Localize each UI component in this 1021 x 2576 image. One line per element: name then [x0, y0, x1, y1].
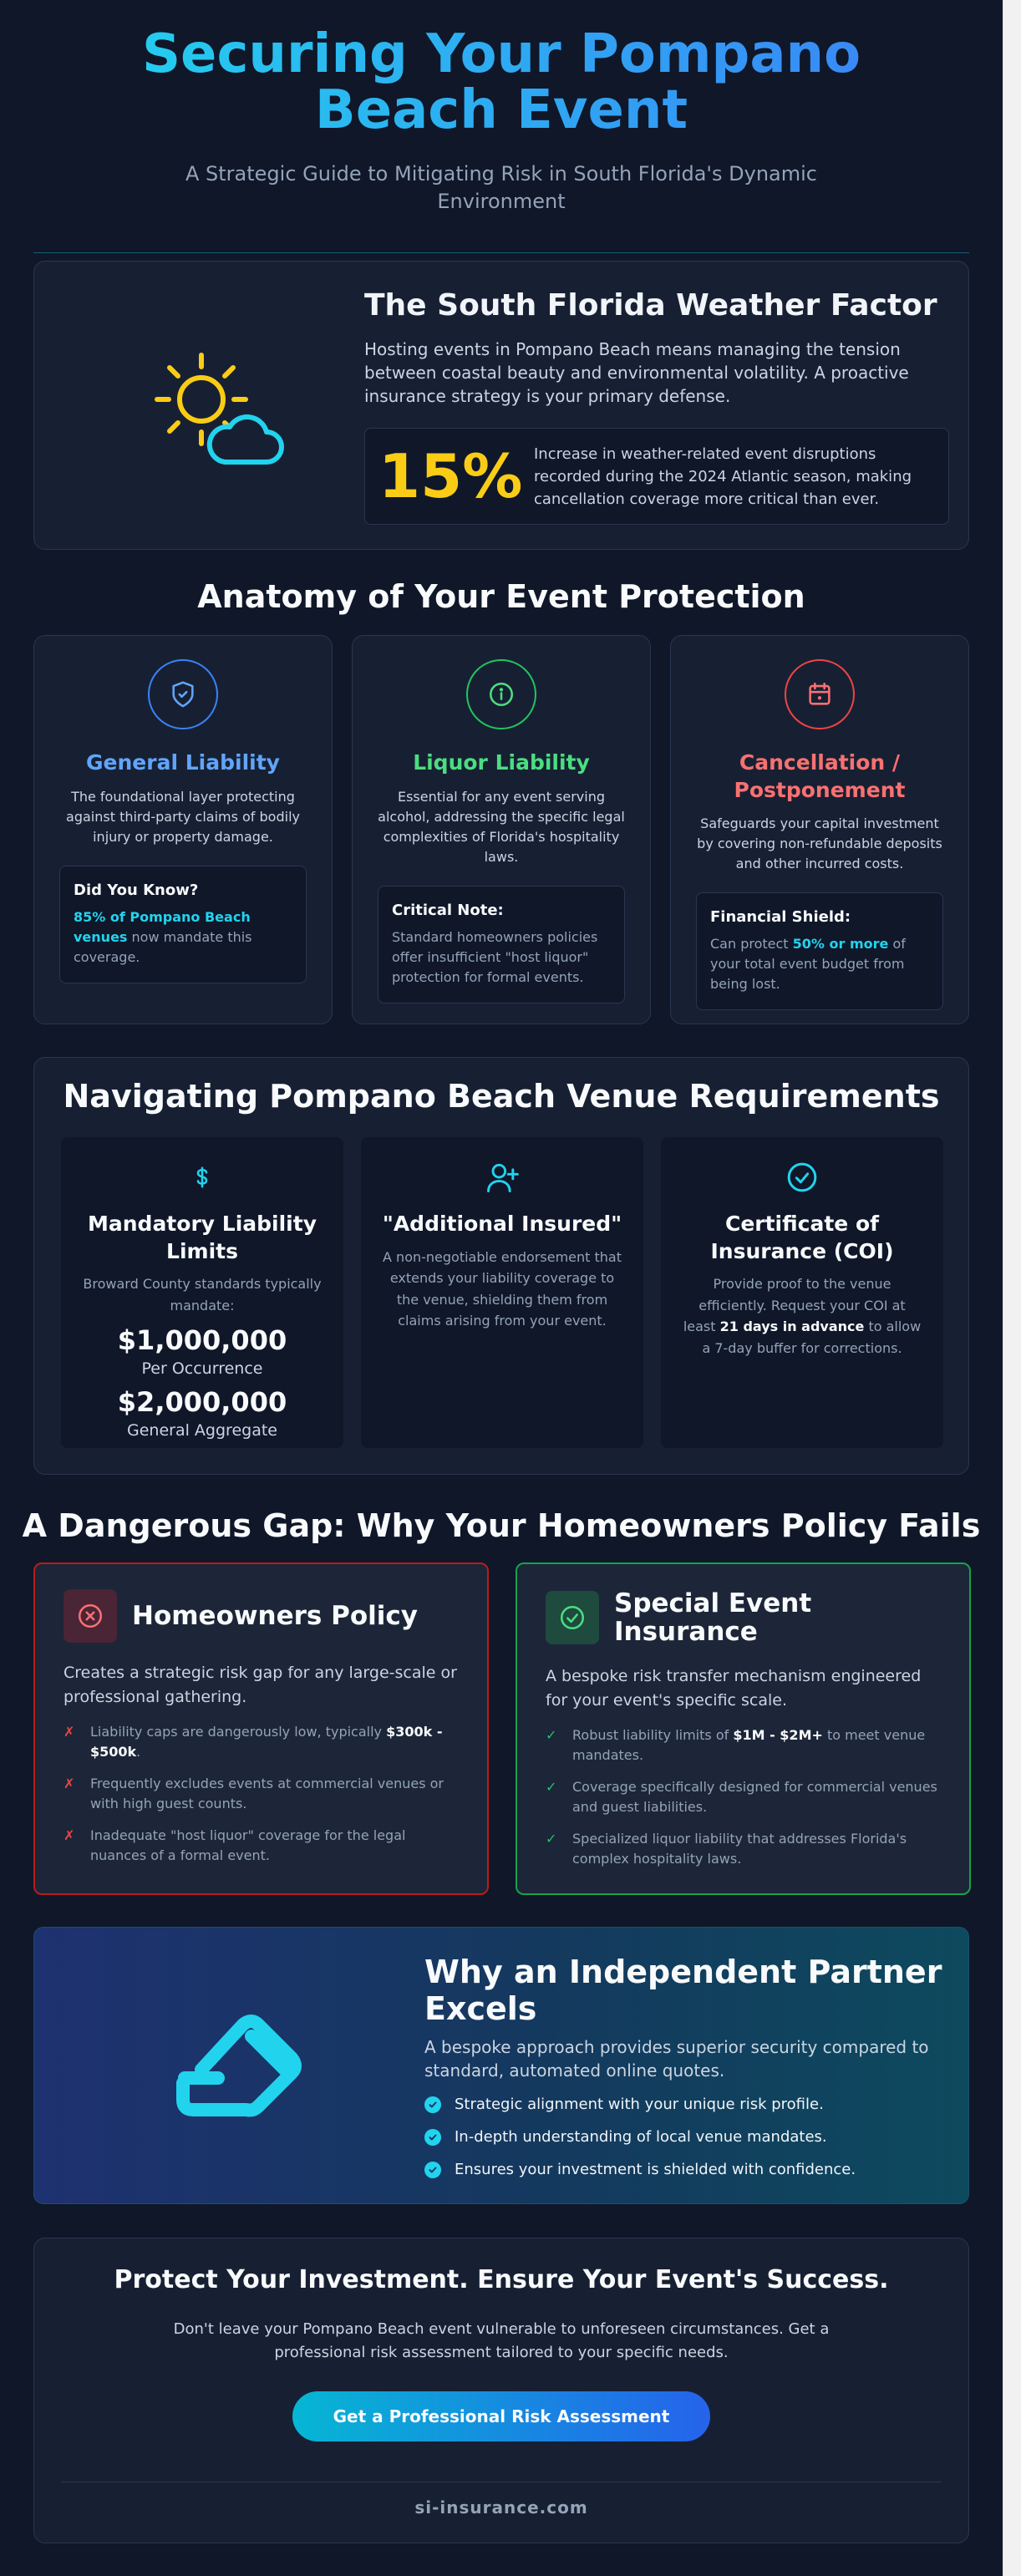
cta-section	[33, 2238, 969, 2543]
note-text	[74, 907, 292, 968]
gap-title: A Dangerous Gap: Why Your Homeowners Policy Fails	[22, 1507, 981, 1544]
cancellation-note	[696, 892, 943, 1010]
sun-cloud-icon	[135, 337, 302, 479]
cancellation-card	[670, 635, 969, 1024]
partner-item-text: In-depth understanding of local venue mandates.	[455, 2128, 827, 2147]
list-item	[546, 1777, 941, 1817]
list-item	[63, 1826, 459, 1866]
item-post: to meet venue mandates.	[572, 1727, 926, 1764]
aggregate-amount: $2,000,000	[117, 1386, 287, 1419]
cancellation-name: Cancellation / Postponement	[734, 750, 906, 802]
partner-content	[424, 1954, 942, 2193]
shield-check-icon	[148, 659, 218, 729]
check-mark-icon: ✓	[546, 1831, 557, 1847]
venue-section	[33, 1057, 969, 1475]
special-event-list	[546, 1725, 941, 1869]
calendar-icon	[785, 659, 855, 729]
liability-limits-col	[61, 1137, 343, 1448]
check-circle-icon	[681, 1159, 923, 1196]
x-mark-icon: ✗	[63, 1724, 75, 1740]
item-text: Inadequate "host liquor" coverage for the legal nuances of a formal event.	[90, 1827, 406, 1863]
note-text: Standard homeowners policies offer insufficient "host liquor" protection for formal events.	[392, 928, 598, 985]
general-liability-desc: The foundational layer protecting against third-party claims of bodily injury or property damage.	[66, 788, 300, 845]
weather-section	[33, 261, 969, 550]
risk-assessment-button[interactable]: Get a Professional Risk Assessment	[292, 2391, 710, 2441]
partner-list	[424, 2096, 942, 2178]
x-circle-icon	[63, 1589, 117, 1643]
partner-item-text: Ensures your investment is shielded with confidence.	[455, 2161, 856, 2179]
additional-insured-name: "Additional Insured"	[382, 1212, 622, 1236]
check-badge-icon	[424, 2162, 441, 2178]
general-liability-card	[33, 635, 333, 1024]
per-occurrence-label: Per Occurrence	[141, 1359, 263, 1379]
special-event-card	[516, 1562, 971, 1895]
note-highlight: 85% of Pompano Beach venues	[74, 908, 251, 945]
dollar-icon	[81, 1159, 323, 1196]
list-item	[424, 2096, 942, 2113]
note-text	[710, 934, 929, 994]
liquor-liability-name: Liquor Liability	[413, 750, 590, 775]
list-item	[63, 1722, 459, 1762]
general-liability-note	[59, 866, 307, 983]
weather-content	[364, 288, 949, 525]
hero-header	[0, 0, 1003, 253]
user-plus-icon	[381, 1159, 623, 1196]
item-text: Coverage specifically designed for commercial venues and guest liabilities.	[572, 1779, 937, 1816]
coi-desc	[681, 1273, 923, 1359]
anatomy-title: Anatomy of Your Event Protection	[197, 578, 805, 615]
liquor-liability-note	[378, 886, 625, 1003]
liquor-liability-card	[352, 635, 651, 1024]
coi-desc-pre: Provide proof to the venue efficiently. Request your COI at least	[683, 1276, 906, 1335]
coi-desc-highlight: 21 days in advance	[719, 1318, 865, 1335]
homeowners-lead: Creates a strategic risk gap for any large-scale or professional gathering.	[63, 1664, 457, 1706]
item-text: Frequently excludes events at commercial venues or with high guest counts.	[90, 1776, 444, 1811]
list-item	[424, 2161, 942, 2178]
homeowners-policy-card	[33, 1562, 489, 1895]
coi-desc-post: to allow a 7-day buffer for corrections.	[702, 1318, 922, 1356]
liability-limits-desc: Broward County standards typically mandate:	[83, 1276, 322, 1313]
additional-insured-desc: A non-negotiable endorsement that extends your liability coverage to the venue, shielding them from claims arising from your event.	[383, 1248, 622, 1329]
list-item	[63, 1774, 459, 1814]
partner-item-text: Strategic alignment with your unique risk profile.	[455, 2096, 824, 2114]
item-text: Robust liability limits of	[572, 1727, 734, 1744]
page-title: Securing Your Pompano Beach Event	[58, 27, 944, 139]
check-badge-icon	[424, 2129, 441, 2146]
note-pre: Can protect	[710, 936, 793, 952]
list-item	[424, 2128, 942, 2146]
special-event-name: Special Event Insurance	[614, 1588, 812, 1648]
coi-name: Certificate of Insurance (COI)	[710, 1212, 894, 1263]
venue-title: Navigating Pompano Beach Venue Requirements	[63, 1078, 940, 1115]
item-text: Liability caps are dangerously low, typically	[90, 1724, 387, 1740]
aggregate-label: General Aggregate	[127, 1421, 277, 1440]
note-title: Did You Know?	[74, 881, 199, 899]
list-item	[546, 1725, 941, 1766]
x-mark-icon: ✗	[63, 1827, 75, 1843]
list-item	[546, 1829, 941, 1869]
coi-col	[661, 1137, 943, 1448]
x-mark-icon: ✗	[63, 1776, 75, 1791]
liability-limits-name: Mandatory Liability Limits	[88, 1212, 317, 1263]
weather-stat-box	[364, 428, 949, 525]
check-badge-icon	[424, 2096, 441, 2113]
page-subtitle: A Strategic Guide to Mitigating Risk in South Florida's Dynamic Environment	[185, 162, 817, 213]
cta-text: Don't leave your Pompano Beach event vulnerable to unforeseen circumstances. Get a professional risk assessment tailored to your specific needs.	[173, 2320, 830, 2361]
weather-title: The South Florida Weather Factor	[364, 288, 937, 323]
special-event-head	[546, 1589, 941, 1646]
note-rest: of your total event budget from being lost.	[710, 936, 906, 992]
info-circle-icon	[466, 659, 536, 729]
cta-title: Protect Your Investment. Ensure Your Event's Success.	[114, 2265, 889, 2294]
weather-stat-text: Increase in weather-related event disruptions recorded during the 2024 Atlantic season, making cancellation coverage more critical than ever.	[534, 445, 912, 508]
page-scrollbar[interactable]	[1003, 0, 1021, 2576]
weather-text: Hosting events in Pompano Beach means managing the tension between coastal beauty and environmental volatility. A proactive insurance strategy is your primary defense.	[364, 339, 909, 406]
item-post: .	[136, 1744, 141, 1760]
homeowners-name: Homeowners Policy	[132, 1600, 418, 1631]
check-mark-icon: ✓	[546, 1727, 557, 1744]
item-highlight: $300k - $500k	[90, 1724, 443, 1760]
handshake-icon	[168, 1986, 327, 2145]
homeowners-list	[63, 1722, 459, 1866]
cancellation-desc: Safeguards your capital investment by covering non-refundable deposits and other incurred costs.	[697, 815, 942, 871]
liquor-liability-desc: Essential for any event serving alcohol, addressing the specific legal complexities of Florida's hospitality laws.	[378, 788, 625, 865]
partner-title: Why an Independent Partner Excels	[424, 1954, 942, 2027]
note-title: Critical Note:	[392, 901, 504, 919]
partner-section	[33, 1927, 969, 2204]
additional-insured-col	[361, 1137, 643, 1448]
footer-site-link[interactable]: si-insurance.com	[414, 2497, 588, 2518]
weather-stat-value: 15%	[378, 441, 523, 511]
check-mark-icon: ✓	[546, 1779, 557, 1796]
check-circle-icon	[546, 1591, 599, 1644]
per-occurrence-amount: $1,000,000	[117, 1324, 287, 1357]
special-event-lead: A bespoke risk transfer mechanism engineered for your event's specific scale.	[546, 1667, 922, 1710]
note-highlight: 50% or more	[792, 936, 889, 952]
homeowners-head	[63, 1589, 459, 1643]
item-highlight: $1M - $2M+	[733, 1727, 823, 1744]
item-text: Specialized liquor liability that addresses Florida's complex hospitality laws.	[572, 1831, 907, 1867]
header-divider	[33, 252, 969, 253]
partner-text: A bespoke approach provides superior security compared to standard, automated online quotes.	[424, 2037, 929, 2081]
note-rest: now mandate this coverage.	[74, 928, 252, 965]
note-title: Financial Shield:	[710, 908, 851, 926]
general-liability-name: General Liability	[86, 750, 280, 775]
